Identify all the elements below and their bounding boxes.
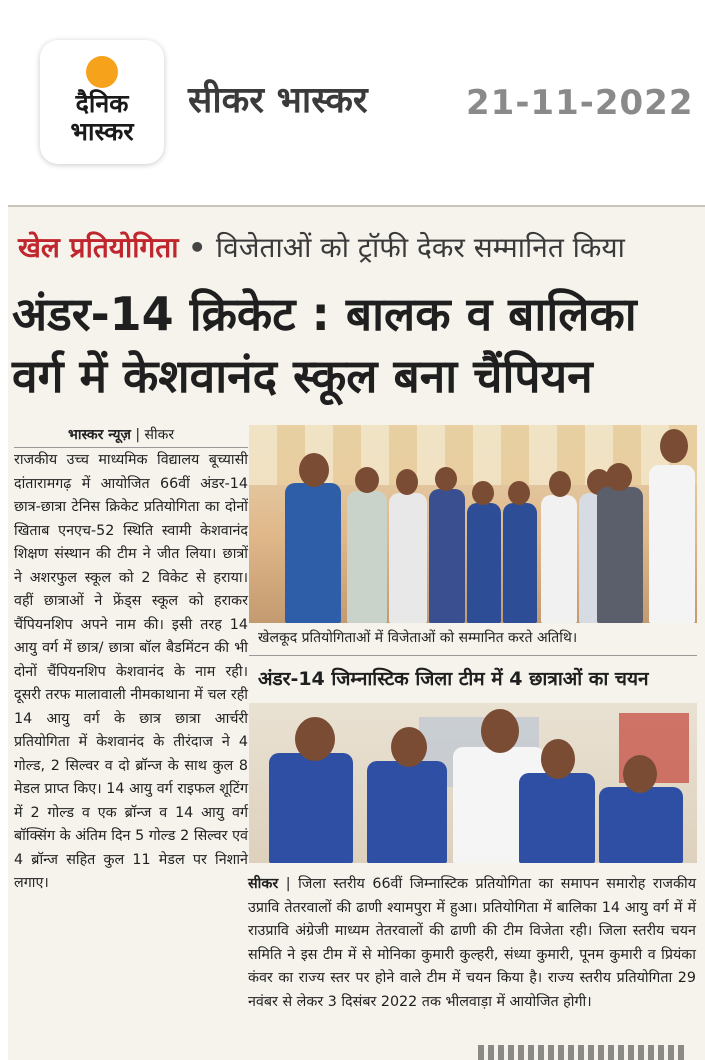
story2-headline: अंडर-14 जिम्नास्टिक जिला टीम में 4 छात्राओं का चयन [258,668,649,690]
story2-body: सीकर | जिला स्तरीय 66वीं जिम्नास्टिक प्रतियोगिता का समापन समारोह राजकीय उप्रावि तेतरवालों की ढाणी श्यामपुरा में हुआ। प्रतियोगिता में बालिका 14 आयु वर्ग में में राउप्रावि अंग्रेजी माध्यम तेतरवालों की ढाणी की टीम विजेता रही। जिला स्तरीय चयन समिति ने इस टीम में से मोनिका कुमारी कुल्हरी, संध्या कुमारी, पूनम कुमारी व प्रियंका कंवर का राज्य स्तर पर होने वाले टीम में चयन किया है। राज्य स्तरीय प्रतियोगिता 29 नवंबर से लेकर 3 दिसंबर 2022 तक भीलवाड़ा में आयोजित होगी। [248,876,696,1010]
app-header [0,0,705,200]
award-ceremony-photo [249,425,697,623]
photo1-caption: खेलकूद प्रतियोगिताओं में विजेताओं को सम्मानित करते अतिथि। [258,630,578,646]
article-headline: अंडर-14 क्रिकेट : बालक व बालिका वर्ग में केशवानंद स्कूल बना चैंपियन [12,287,637,403]
edition-date: 21-11-2022 [466,83,694,123]
edition-title: सीकर भास्कर [188,80,368,121]
byline: भास्कर न्यूज़ | सीकर [68,427,175,443]
story2-place: सीकर [248,876,279,892]
newspaper-clipping [8,205,705,1060]
section-tag: खेल प्रतियोगिता [18,231,179,264]
section-rule [249,655,697,656]
logo-text-line2: भास्कर [70,117,134,146]
sun-icon [86,56,118,88]
article-body: राजकीय उच्च माध्यमिक विद्यालय बूच्यासी दांतारामगढ़ में आयोजित 66वीं अंडर-14 छात्र-छात्रा टेनिस क्रिकेट प्रतियोगिता का दोनों खिताब एनएच-52 स्थिति स्वामी केशवानंद शिक्षण संस्थान की टीम ने जीत लिया। छात्रों ने अशरफुल स्कूल को 2 विकेट से हराया। वहीं छात्राओं ने फ्रेंड्स स्कूल को हराकर चैंपियनशिप अपने नाम की। इसी तरह 14 आयु वर्ग में छात्र/ छात्रा बॉल बैडमिंटन की भी दोनों चैंपियनशिप केशवानंद के नाम रही। दूसरी तरफ मालावाली नीमकाथाना में चल रही 14 आयु वर्ग के छात्र छात्रा आर्चरी प्रतियोगिता में केशवानंद के तीरंदाज ने 4 गोल्ड, 2 सिल्वर व दो ब्रॉन्ज के साथ कुल 8 मेडल प्राप्त किए। 14 आयु वर्ग राइफल शूटिंग में 2 गोल्ड व एक ब्रॉन्ज व 14 आयु वर्ग बॉक्सिंग के अंतिम दिन 5 गोल्ड 2 सिल्वर एवं 4 ब्रॉन्ज सहित कुल 11 मेडल पर निशाने लगाए। [14,452,248,891]
byline-source: भास्कर न्यूज़ [68,427,131,443]
byline-place: सीकर [144,427,175,443]
section-tag-row [18,231,625,265]
article-subhead: विजेताओं को ट्रॉफी देकर सम्मानित किया [215,231,625,264]
story2-text: जिला स्तरीय 66वीं जिम्नास्टिक प्रतियोगिता का समापन समारोह राजकीय उप्रावि तेतरवालों की ढाणी श्यामपुरा में हुआ। प्रतियोगिता में बालिका 14 आयु वर्ग में में राउप्रावि अंग्रेजी माध्यम तेतरवालों की ढाणी की टीम विजेता रही। जिला स्तरीय चयन समिति ने इस टीम में से मोनिका कुमारी कुल्हरी, संध्या कुमारी, पूनम कुमारी व प्रियंका कंवर का राज्य स्तर पर होने वाले टीम में चयन किया है। राज्य स्तरीय प्रतियोगिता 29 नवंबर से लेकर 3 दिसंबर 2022 तक भीलवाड़ा में आयोजित होगी। [248,876,696,1010]
tag-separator: • [188,231,207,264]
dainik-bhaskar-logo[interactable] [40,40,164,164]
gymnastics-team-photo [249,703,697,863]
column-rule [14,447,248,448]
logo-text-line1: दैनिक [75,89,129,118]
